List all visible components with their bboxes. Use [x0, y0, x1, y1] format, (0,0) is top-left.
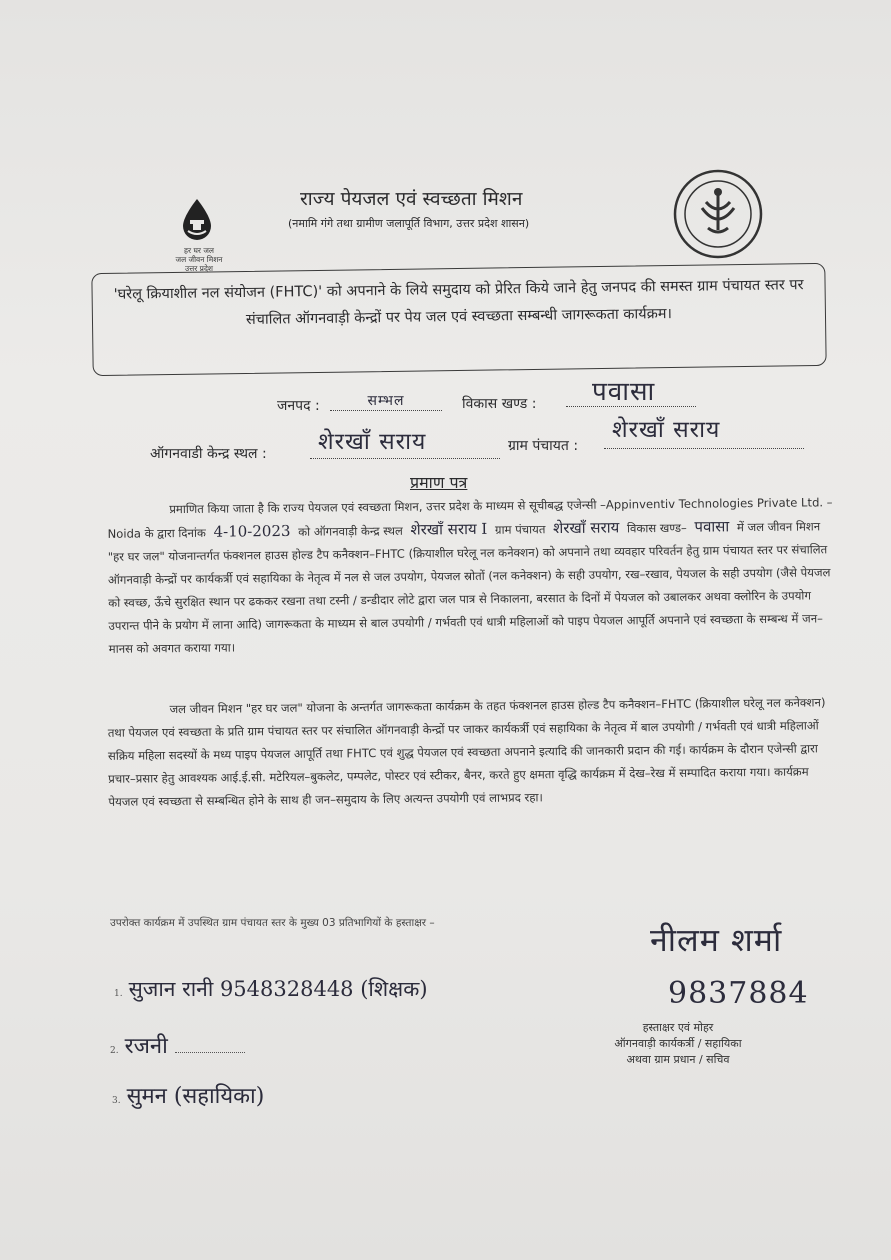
program-title-box	[91, 263, 826, 376]
anganwadi-worker-phone: 9837884	[668, 976, 809, 1011]
participant-signature-2	[110, 1030, 245, 1060]
p1-text-a: प्रमाणित किया जाता है कि राज्य पेयजल एवं स्वच्छता मिशन, उत्तर प्रदेश के माध्यम से सूचीबद्ध एजेन्सी –Appinventiv Technologies Private Ltd. – Noida के द्वारा दिनांक	[107, 495, 833, 541]
program-title: 'घरेलू क्रियाशील नल संयोजन (FHTC)' को अपनाने के लिये समुदाय को प्रेरित किये जाने हेतु जनपद की समस्त ग्राम पंचायत स्तर पर संचालित ऑगनवाड़ी केन्द्रों पर पेय जल एवं स्वच्छता सम्बन्धी जागरूकता कार्यक्रम।	[113, 277, 804, 328]
certificate-paragraph-1	[107, 491, 839, 661]
participant-signature-1	[114, 975, 428, 1003]
gram-panchayat-field	[604, 418, 804, 449]
signature-text: सुमन (सहायिका)	[126, 1084, 265, 1109]
p1-text-b: को ऑगनवाड़ी केन्द्र स्थल	[298, 523, 403, 539]
gram-panchayat-label: ग्राम पंचायत :	[508, 438, 579, 454]
signature-text: सुजान रानी 9548328448 (शिक्षक)	[128, 977, 428, 1001]
p1-text-c: ग्राम पंचायत	[494, 522, 546, 537]
anganwadi-field	[310, 428, 500, 459]
signature-stamp-caption: हस्ताक्षर एवं मोहर ऑगनवाड़ी कार्यकर्त्री / सहायिका अथवा ग्राम प्रधान / सचिव	[614, 1021, 742, 1066]
certificate-paragraph-2	[107, 691, 840, 814]
janpad-label: जनपद :	[277, 398, 320, 414]
p1-text-e: में जल जीवन मिशन "हर घर जल" योजनान्तर्गत फंक्शनल हाउस होल्ड टैप कनैक्शन–FHTC (क्रियाशील घरेलू नल कनेक्शन) को अपनाने तथा व्यवहार परिवर्तन हेतु ग्राम पंचायत स्तर पर संचालित ऑगनवाड़ी केन्द्रों पर कार्यकर्त्री एवं सहायिका के नेतृत्व में नल से जल उपयोग, पेयजल स्रोतों (नल कनेक्शन) के सही उपयोग, रख–रखाव, पेयजल के सही उपयोग (जैसे पेयजल को स्वच्छ, ऊँचे सुरक्षित स्थान पर ढककर रखना तथा टस्नी / डन्डीदार लोटे द्वारा जल पात्र से निकालना, बरसात के दिनों में पेयजल को उबालकर अथवा क्लोरिन के उपयोग उपरान्त पीने के प्रयोग में लाना आदि) जागरूकता के माध्यम से बाल उपयोगी / गर्भवती एवं धात्री महिलाओं को पाइप पेयजल आपूर्ति अपनाने एवं स्वच्छता के सम्बन्ध में जन–मानस को अवगत कराया गया।	[107, 519, 831, 656]
signature-number: 2.	[110, 1046, 119, 1056]
har-ghar-jal-logo	[166, 198, 236, 273]
janpad-value: सम्भल	[367, 393, 405, 409]
signature-number: 3.	[112, 1096, 121, 1106]
p1-centre: शेरखाँ सराय I	[410, 519, 488, 539]
vikas-khand-value: पवासा	[592, 377, 656, 407]
emblem-seal-icon	[672, 168, 764, 260]
page-title: राज्य पेयजल एवं स्वच्छता मिशन	[300, 188, 523, 210]
vikas-khand-field	[566, 376, 696, 407]
signatures-intro: उपरोक्त कार्यक्रम में उपस्थित ग्राम पंचायत स्तर के मुख्य 03 प्रतिभागियों के हस्ताक्षर –	[110, 917, 435, 929]
vikas-khand-label: विकास खण्ड :	[462, 396, 537, 412]
p1-gram-panchayat: शेरखाँ सराय	[553, 518, 620, 538]
water-drop-icon	[180, 198, 214, 244]
p1-date: 4-10-2023	[213, 521, 291, 541]
janpad-field	[330, 390, 442, 411]
page-subtitle: (नमामि गंगे तथा ग्रामीण जलापूर्ति विभाग, उत्तर प्रदेश शासन)	[288, 217, 530, 230]
p1-block: पवासा	[694, 517, 730, 536]
anganwadi-worker-signature: नीलम शर्मा	[650, 921, 783, 959]
signature-text: रजनी	[124, 1034, 168, 1059]
up-government-emblem	[672, 168, 764, 260]
p2-text: जल जीवन मिशन "हर घर जल" योजना के अन्तर्गत जागरूकता कार्यक्रम के तहत फंक्शनल हाउस होल्ड टैप कनैक्शन–FHTC (क्रियाशील घरेलू नल कनेक्शन) तथा पेयजल एवं स्वच्छता के प्रति ग्राम पंचायत स्तर पर संचालित ऑगनवाड़ी केन्द्रों पर जाकर कार्यकर्त्री एवं सहायिका के नेतृत्व में बाल उपयोगी / गर्भवती एवं धात्री महिलाओं सक्रिय महिला सदस्यों के मध्य पाइप पेयजल आपूर्ति तथा FHTC एवं शुद्ध पेयजल एवं स्वच्छता अपनाने इत्यादि की जानकारी प्रदान की गई। कार्यक्रम के दौरान एजेन्सी द्वारा प्रचार–प्रसार हेतु आवश्यक आई.ई.सी. मटेरियल–बुकलेट, पम्पलेट, पोस्टर एवं स्टीकर, बैनर, करते हुए क्षमता वृद्धि कार्यक्रम में देख–रेख में सम्पादित कराया गया। कार्यक्रम पेयजल एवं स्वच्छता से सम्बन्धित होने के साथ ही जन–समुदाय के लिए अत्यन्त उपयोगी एवं लाभप्रद रहा।	[107, 695, 826, 809]
anganwadi-label: ऑगनवाडी केन्द्र स्थल :	[150, 446, 267, 462]
gram-panchayat-value: शेरखाँ सराय	[612, 417, 721, 443]
signature-number: 1.	[114, 989, 123, 999]
certificate-heading: प्रमाण पत्र	[410, 473, 468, 492]
participant-signature-3	[112, 1080, 264, 1110]
logo-caption: हर घर जल जल जीवन मिशन उत्तर प्रदेश	[175, 246, 223, 273]
p1-text-d: विकास खण्ड–	[626, 520, 687, 536]
anganwadi-value: शेरखाँ सराय	[318, 429, 427, 455]
